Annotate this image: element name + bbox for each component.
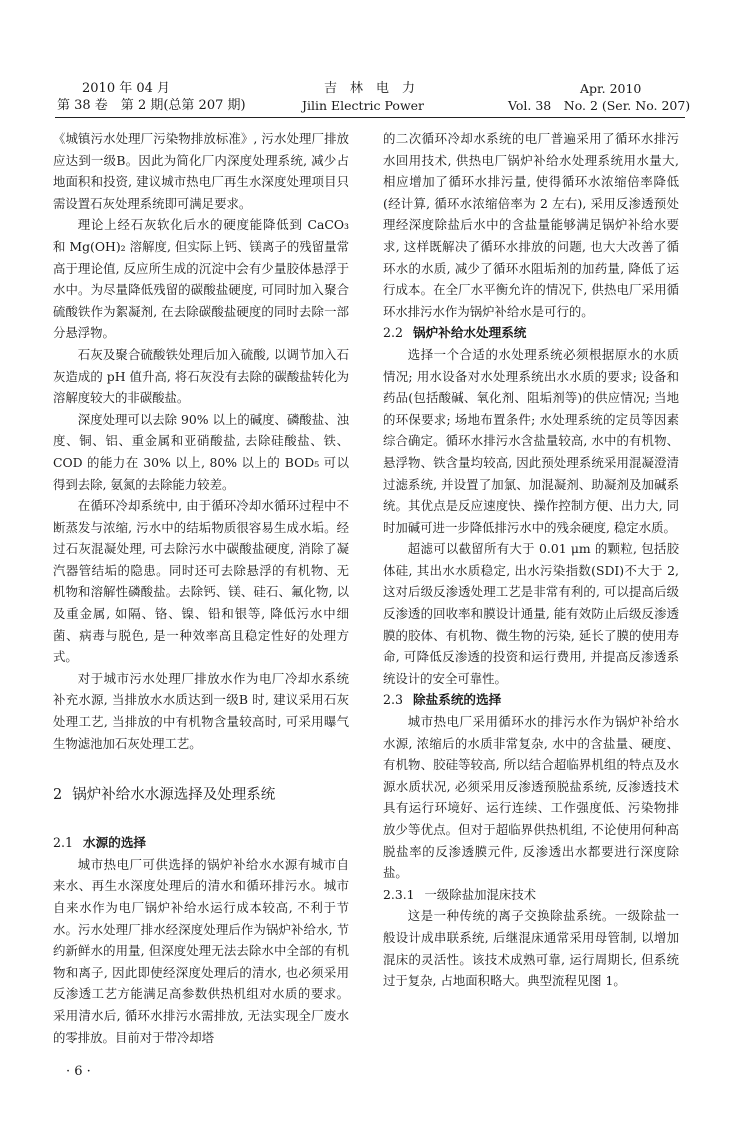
subsection-heading xyxy=(383,322,679,344)
paragraph: 深度处理可以去除 90% 以上的碱度、磷酸盐、浊度、铜、铝、重金属和亚硝酸盐, 去除硅酸盐、铁、COD 的能力在 30% 以上, 80% 以上的 BOD₅ 可以得到去除, 氨氮的去除能力较差。 xyxy=(53,411,349,492)
header-rule xyxy=(55,117,685,118)
paragraph: 城市热电厂采用循环水的排污水作为锅炉补给水水源, 浓缩后的水质非常复杂, 水中的含盐量、硬度、有机物、胶硅等较高, 所以结合超临界机组的特点及水源水质状况, 必须采用反渗透预脱盐系统, 反渗透技术具有运行环境好、运行连续、工作强度低、污染物排放少等优点。但对于超临界供热机组, 不论使用何种高脱盐率的反渗透膜元件, 反渗透出水都要进行深度除盐。 xyxy=(383,714,679,881)
subsection-number: 2.2 xyxy=(383,325,404,341)
subsection-number: 2.1 xyxy=(53,835,74,851)
section-title: 锅炉补给水水源选择及处理系统 xyxy=(72,787,276,804)
subsection-title: 水源的选择 xyxy=(83,835,146,851)
paragraph: 的二次循环冷却水系统的电厂普遍采用了循环水排污水回用技术, 供热电厂锅炉补给水处理系统用水量大, 相应增加了循环水排污量, 使得循环水浓缩倍率降低(经计算, 循环水浓缩倍率为 2 左右), 采用反渗透预处理经深度除盐后水中的含盐量能够满足锅炉补给水要求, 这样既解决了循环水排放的问题, 也大大改善了循环水的水质, 减少了循环水阻垢剂的加药量, 降低了运行成本。在全厂水平衡允许的情况下, 供热电厂采用循环水排污水作为锅炉补给水是可行的。 xyxy=(383,131,679,319)
header-journal-cn: 吉 林 电 力 xyxy=(324,81,416,96)
left-column xyxy=(53,128,349,1048)
right-column xyxy=(383,128,679,992)
paragraph: 在循环冷却系统中, 由于循环冷却水循环过程中不断蒸发与浓缩, 污水中的结垢物质很容易生成水垢。经过石灰混凝处理, 可去除污水中碳酸盐硬度, 消除了凝汽器管结垢的隐患。同时还可去除悬浮的有机物、无机物和溶解性磷酸盐。去除钙、镁、硅石、氟化物, 以及重金属, 如隔、铬、镍、铅和银等, 降低污水中细菌、病毒与脱色, 是一种效率高且稳定性好的处理方式。 xyxy=(53,498,349,665)
page-number: · 6 · xyxy=(66,1064,91,1079)
subsection-heading xyxy=(383,689,679,711)
subsubsection-title: 一级除盐加混床技术 xyxy=(424,886,537,902)
subsubsection-heading xyxy=(383,884,679,906)
header-date-en: Apr. 2010 xyxy=(580,81,642,96)
paragraph: 对于城市污水处理厂排放水作为电厂冷却水系统补充水源, 当排放水水质达到一级B 时, 建议采用石灰处理工艺, 当排放的中有机物含量较高时, 可采用曝气生物滤池加石灰处理工艺。 xyxy=(53,670,349,751)
paragraph: 《城镇污水处理厂污染物排放标准》, 污水处理厂排放应达到一级B。因此为简化厂内深度处理系统, 减少占地面积和投资, 建议城市热电厂再生水深度处理项目只需设置石灰处理系统即可满足要求。 xyxy=(53,131,349,211)
paragraph: 选择一个合适的水处理系统必须根据原水的水质情况; 用水设备对水处理系统出水水质的要求; 设备和药品(包括酸碱、氧化剂、阻垢剂等)的供应情况; 当地的环保要求; 场地布置条件; 水处理系统的定员等因素综合确定。循环水排污水含盐量较高, 水中的有机物、悬浮物、铁含量均较高, 因此预处理系统采用混凝澄清过滤系统, 并设置了加氯、加混凝剂、助凝剂及加碱系统。其优点是反应速度快、操作控制方便、出力大, 同时加碱可进一步降低排污水中的残余硬度, 稳定水质。 xyxy=(383,346,679,535)
header-volume-en: Vol. 38 No. 2 (Ser. No. 207) xyxy=(508,98,691,113)
section-heading xyxy=(53,784,349,806)
subsection-number: 2.3 xyxy=(383,692,404,708)
paragraph: 城市热电厂可供选择的锅炉补给水水源有城市自来水、再生水深度处理后的清水和循环排污水。城市自来水作为电厂锅炉补给水运行成本较高, 不利于节水。污水处理厂排水经深度处理后作为锅炉补给水, 节约新鲜水的用量, 但深度处理无法去除水中全部的有机物和离子, 因此即使经深度处理后的清水, 也必须采用反渗透工艺方能满足高参数供热机组对水质的要求。采用清水后, 循环水排污水需排放, 无法实现全厂废水的零排放。目前对于带冷却塔 xyxy=(53,856,349,1045)
section-number: 2 xyxy=(53,787,63,804)
subsection-heading xyxy=(53,832,349,854)
header-date-cn: 2010 年 04 月 xyxy=(82,81,171,96)
paragraph: 石灰及聚合硫酸铁处理后加入硫酸, 以调节加入石灰造成的 pH 值升高, 将石灰没有去除的碳酸盐转化为溶解度较大的非碳酸盐。 xyxy=(53,346,349,406)
header-journal-en: Jilin Electric Power xyxy=(302,98,425,113)
paragraph: 超滤可以截留所有大于 0.01 μm 的颗粒, 包括胶体硅, 其出水水质稳定, 出水污染指数(SDI)不大于 2, 这对后级反渗透处理工艺是非常有利的, 可以提高后级反渗透的回收率和膜设计通量, 能有效防止后级反渗透膜的胶体、有机物、微生物的污染, 延长了膜的使用寿命, 可降低反渗透的投资和运行费用, 并提高反渗透系统设计的安全可靠性。 xyxy=(383,541,679,686)
subsection-title: 除盐系统的选择 xyxy=(413,692,502,708)
subsubsection-number: 2.3.1 xyxy=(383,886,415,902)
header-volume-cn: 第 38 卷 第 2 期(总第 207 期) xyxy=(57,98,246,113)
subsection-title: 锅炉补给水处理系统 xyxy=(413,325,527,341)
paragraph: 理论上经石灰软化后水的硬度能降低到 CaCO₃ 和 Mg(OH)₂ 溶解度, 但实际上钙、镁离子的残留量常高于理论值, 反应所生成的沉淀中会有少量胶体悬浮于水中。为尽量降低残留的碳酸盐硬度, 可同时加入聚合硫酸铁作为絮凝剂, 在去除碳酸盐硬度的同时去除一部分悬浮物。 xyxy=(53,217,349,341)
paragraph: 这是一种传统的离子交换除盐系统。一级除盐一般设计成串联系统, 后继混床通常采用母管制, 以增加混床的灵活性。该技术成熟可靠, 运行周期长, 但系统过于复杂, 占地面积略大。典型流程见图 1。 xyxy=(383,908,679,989)
